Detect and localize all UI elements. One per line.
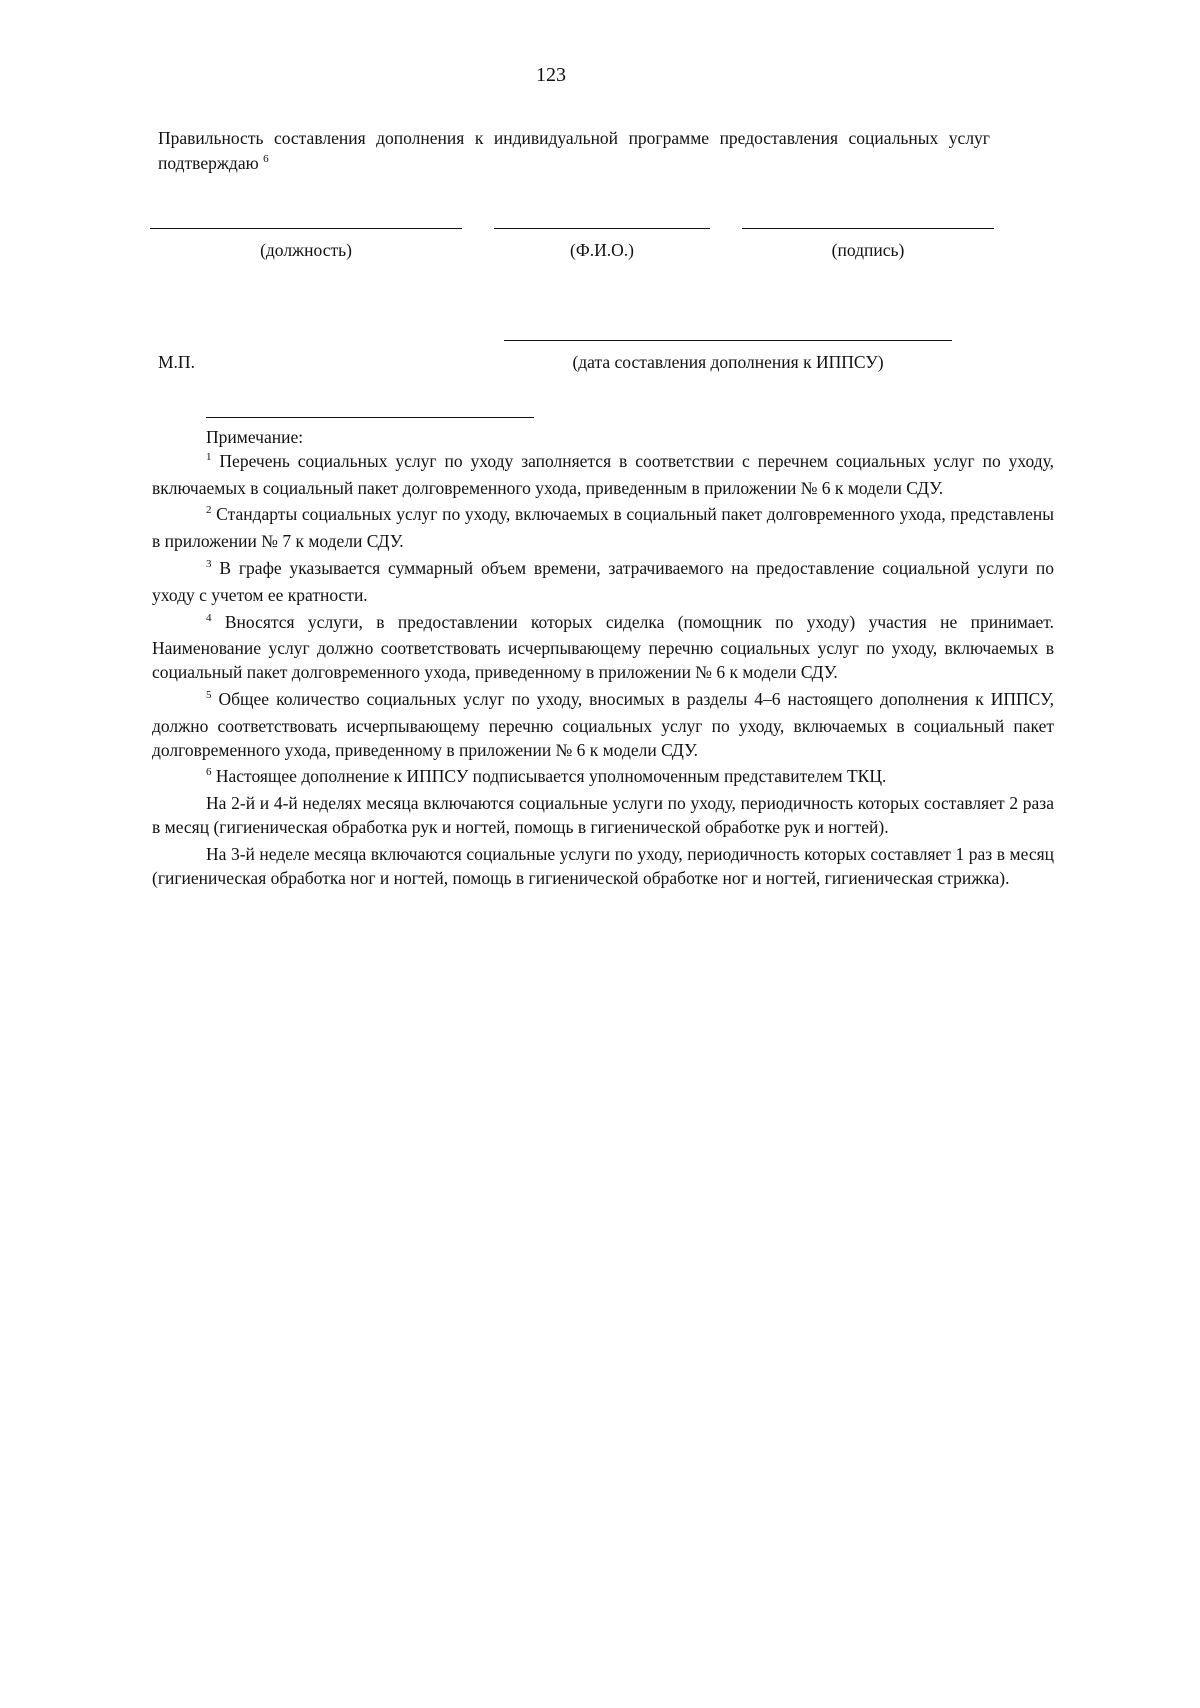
note-item: $^1$ Перечень социальных услуг по уходу заполняется в соответствии с перечнем социальных услуг по уходу, включаемых в социальный пакет долговременного ухода, приведенным в приложении № 6 к модели СДУ. xyxy=(152,450,1054,498)
page-number: 123 xyxy=(536,64,566,86)
note-item: $^6$ Настоящее дополнение к ИППСУ подписывается уполномоченным представителем ТКЦ. xyxy=(206,766,887,787)
stamp-label: М.П. xyxy=(158,352,195,372)
date-label: (дата составления дополнения к ИППСУ) xyxy=(572,352,884,372)
position-signature-line xyxy=(150,228,462,229)
sign-label: (подпись) xyxy=(831,240,905,260)
date-line xyxy=(504,340,952,341)
note-item: $^4$ Вносятся услуги, в предоставлении которых сиделка (помощник по уходу) участия не принимает. Наименование услуг должно соответствовать исчерпывающему перечню социальных услуг по уходу, включаемых в социальный пакет долговременного ухода, приведенному в приложении № 6 к модели СДУ. xyxy=(152,611,1054,683)
confirmation-statement xyxy=(158,126,990,179)
name-signature-line xyxy=(494,228,710,229)
note-item: $^3$ В графе указывается суммарный объем времени, затрачиваемого на предоставление социальной услуги по уходу с учетом ее кратности. xyxy=(152,557,1055,605)
name-label: (Ф.И.О.) xyxy=(570,240,634,260)
footnote-mark: 6 xyxy=(263,153,269,165)
note-item: $^5$ Общее количество социальных услуг по уходу, вносимых в разделы 4–6 настоящего дополнения к ИППСУ, должно соответствовать исчерпывающему перечню социальных услуг по уходу, включаемых в социальный пакет долговременного ухода, приведенному в приложении № 6 к модели СДУ. xyxy=(152,688,1054,760)
note-weeks-2-4: На 2-й и 4-й неделях месяца включаются социальные услуги по уходу, периодичность которых составляет 2 раза в месяц (гигиеническая обработка рук и ногтей, помощь в гигиенической обработке рук и ногтей). xyxy=(152,793,1054,837)
sign-signature-line xyxy=(742,228,994,229)
position-label: (должность) xyxy=(260,240,352,260)
notes-section xyxy=(152,426,1054,890)
footnote-separator xyxy=(206,417,534,418)
notes-heading: Примечание: xyxy=(206,427,304,447)
confirmation-text: Правильность составления дополнения к индивидуальной программе предоставления социальных услуг подтверждаю xyxy=(158,128,990,173)
note-item: $^2$ Стандарты социальных услуг по уходу, включаемых в социальный пакет долговременного ухода, представлены в приложении № 7 к модели СДУ. xyxy=(152,504,1055,552)
note-week-3: На 3-й неделе месяца включаются социальные услуги по уходу, периодичность которых составляет 1 раз в месяц (гигиеническая обработка ног и ногтей, помощь в гигиенической обработке ног и ногтей, гигиеническая стрижка). xyxy=(152,843,1054,888)
